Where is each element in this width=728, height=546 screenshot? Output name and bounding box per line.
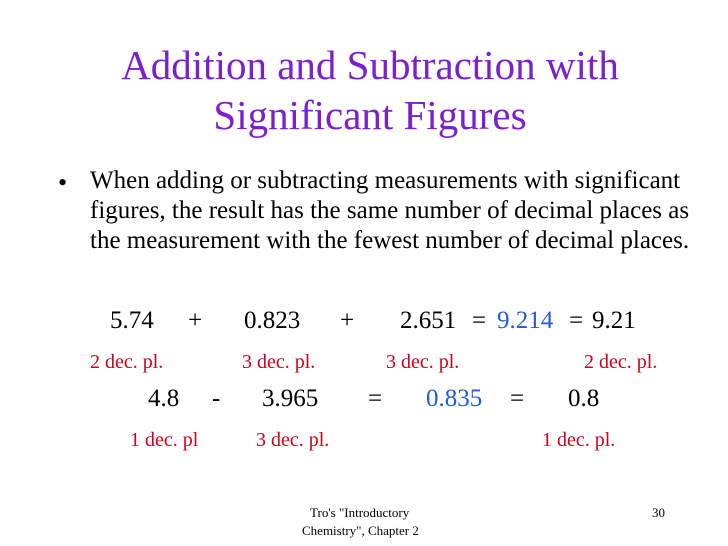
bullet-text: When adding or subtracting measurements with significant figures, the result has the same number of decimal places as the measurement with the fewest number of decimal places.: [90, 167, 690, 254]
footer-citation: [288, 504, 440, 540]
slide-title: [60, 40, 680, 140]
ex1-label-c: 3 dec. pl.: [386, 351, 460, 373]
ex2-operand-b: 3.965: [262, 385, 319, 412]
bullet-dot-icon: •: [58, 168, 68, 197]
ex1-rounded-result: 9.21: [592, 307, 636, 334]
ex1-label-b: 3 dec. pl.: [242, 351, 316, 373]
ex2-rounded-result: 0.8: [568, 385, 600, 412]
ex1-equals-1: =: [472, 307, 487, 334]
ex2-label-result: 1 dec. pl.: [542, 429, 616, 451]
ex2-minus: -: [212, 385, 221, 412]
title-line-1: Addition and Subtraction with: [121, 42, 619, 88]
ex1-raw-sum: 9.214: [497, 307, 554, 334]
ex1-operand-a: 5.74: [110, 307, 154, 334]
footer-line-1: Tro's "Introductory: [310, 505, 410, 520]
page-number: 30: [652, 505, 665, 520]
ex1-label-a: 2 dec. pl.: [90, 351, 164, 373]
title-line-2: Significant Figures: [213, 92, 527, 138]
ex1-plus-1: +: [188, 307, 203, 334]
ex1-plus-2: +: [340, 307, 355, 334]
ex2-equals-1: =: [368, 385, 383, 412]
ex1-operand-b: 0.823: [244, 307, 301, 334]
ex1-label-result: 2 dec. pl.: [584, 351, 658, 373]
ex2-raw-difference: 0.835: [426, 385, 483, 412]
ex1-equals-2: =: [569, 307, 584, 334]
ex2-label-b: 3 dec. pl.: [256, 429, 330, 451]
ex1-operand-c: 2.651: [400, 307, 457, 334]
footer-line-2: Chemistry", Chapter 2: [302, 523, 419, 538]
ex2-equals-2: =: [510, 385, 525, 412]
ex2-operand-a: 4.8: [148, 385, 180, 412]
ex2-label-a: 1 dec. pl: [130, 429, 199, 451]
